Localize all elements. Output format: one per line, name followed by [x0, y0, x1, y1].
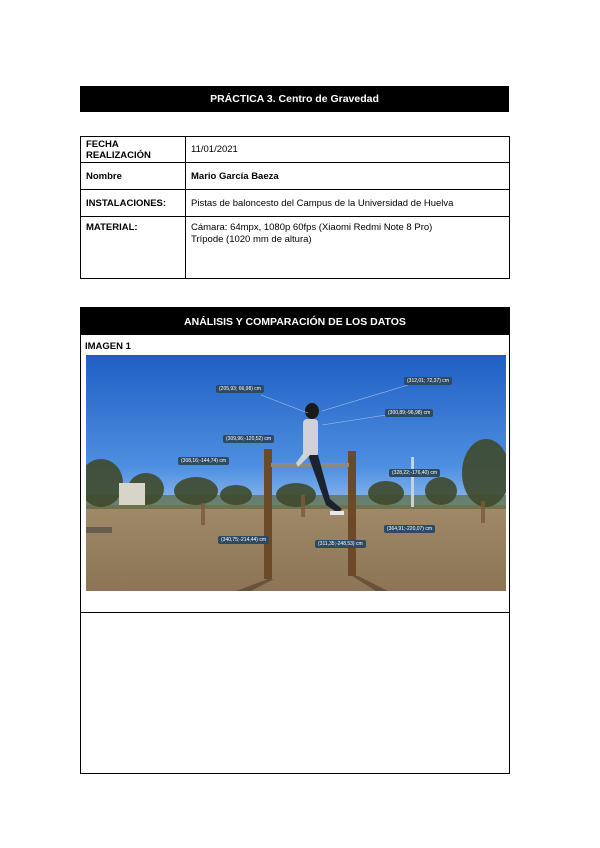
material-line: Cámara: 64mpx, 1080p 60fps (Xiaomi Redmi Note 8 Pro)	[191, 222, 433, 233]
coordinate-tag: (308,16;-144,74) cm	[178, 457, 229, 465]
analysis-section	[80, 307, 510, 774]
material-value	[186, 217, 510, 279]
facilities-value: Pistas de baloncesto del Campus de la Universidad de Huelva	[186, 190, 510, 217]
material-line: Trípode (1020 mm de altura)	[191, 234, 312, 245]
practice-title-bar	[80, 86, 509, 112]
date-label: FECHA REALIZACIÓN	[81, 137, 186, 163]
coordinate-tag: (309,96;-120,52) cm	[223, 435, 274, 443]
coordinate-tag: (311,35;-248,53) cm	[315, 540, 366, 548]
name-value: Mario García Baeza	[186, 163, 510, 190]
coordinate-tag: (328,22;-176,40) cm	[389, 469, 440, 477]
table-row	[81, 163, 510, 190]
table-row	[81, 217, 510, 279]
coordinate-tag: (312,01; 72,37) cm	[404, 377, 452, 385]
coordinate-tag: (300,89;-96,98) cm	[385, 409, 433, 417]
analysis-photo	[86, 355, 506, 591]
analysis-header	[81, 308, 509, 335]
info-table	[80, 136, 510, 279]
coordinate-tag: (340,75;-214,44) cm	[218, 536, 269, 544]
analysis-title: ANÁLISIS Y COMPARACIÓN DE LOS DATOS	[184, 315, 406, 328]
table-row	[81, 137, 510, 163]
photo-scene	[86, 355, 506, 591]
practice-title: PRÁCTICA 3. Centro de Gravedad	[210, 93, 379, 105]
coordinate-tag: (364,91;-220,07) cm	[384, 525, 435, 533]
image-label: IMAGEN 1	[85, 341, 131, 352]
material-label: MATERIAL:	[81, 217, 186, 279]
table-row	[81, 190, 510, 217]
name-label: Nombre	[81, 163, 186, 190]
section-divider	[81, 612, 509, 613]
facilities-label: INSTALACIONES:	[81, 190, 186, 217]
date-value: 11/01/2021	[186, 137, 510, 163]
coordinate-tag: (205,93; 66,98) cm	[216, 385, 264, 393]
